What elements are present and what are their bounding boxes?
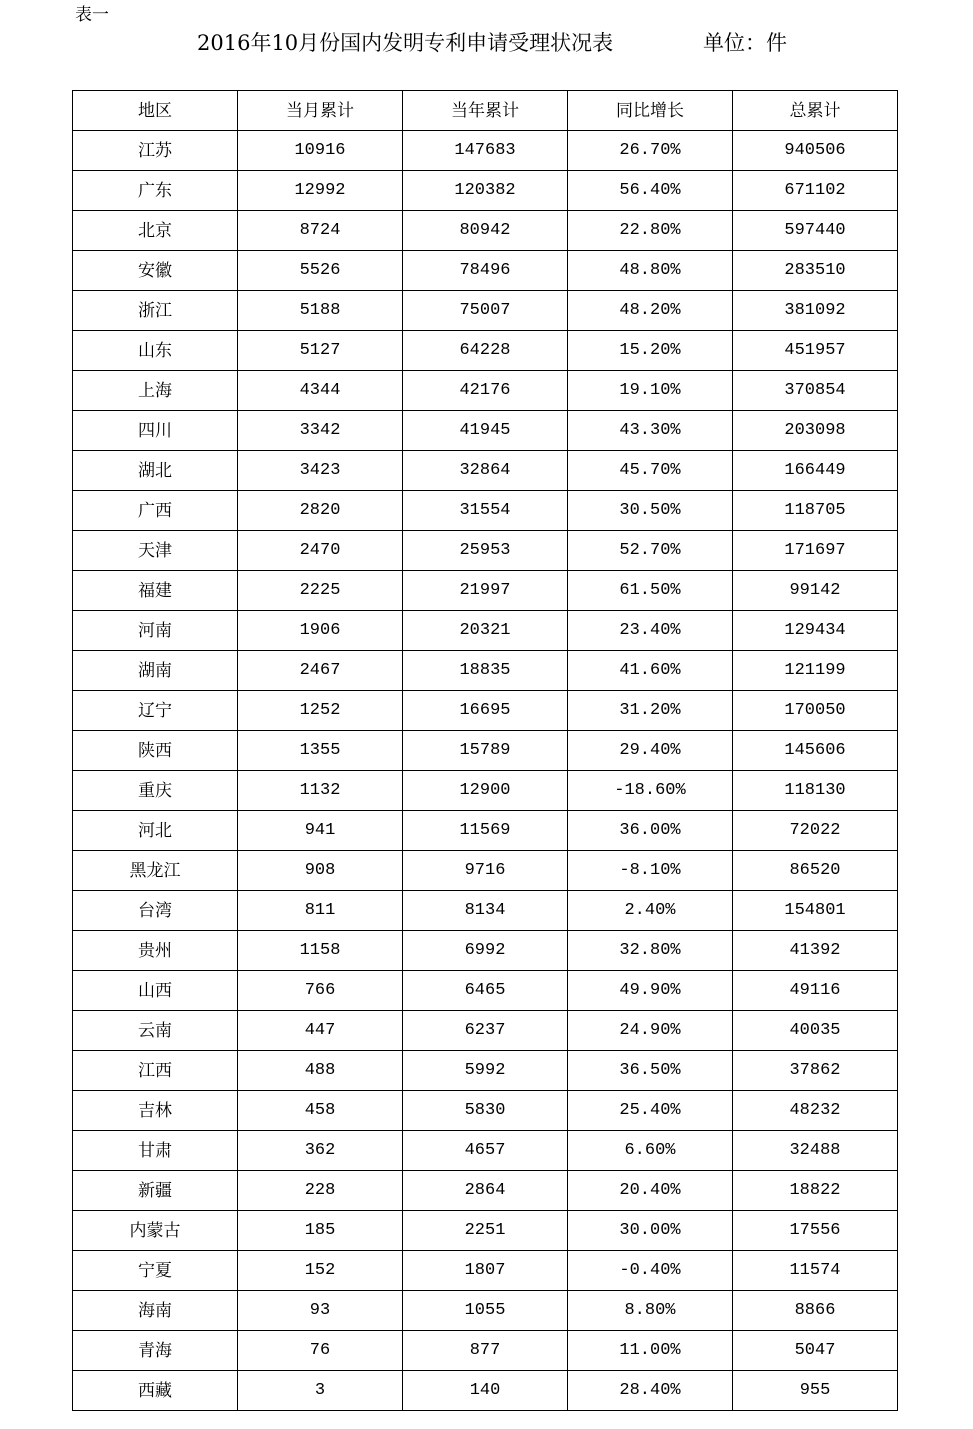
- monthly-total-cell: 362: [238, 1131, 403, 1171]
- monthly-total-cell: 458: [238, 1091, 403, 1131]
- cumulative-total-cell: 41392: [733, 931, 898, 971]
- yoy-growth-cell: 29.40%: [568, 731, 733, 771]
- table-row: [73, 451, 898, 491]
- yoy-growth-cell: 22.80%: [568, 211, 733, 251]
- cumulative-total-cell: 170050: [733, 691, 898, 731]
- cumulative-total-cell: 940506: [733, 131, 898, 171]
- monthly-total-cell: 941: [238, 811, 403, 851]
- yoy-growth-cell: 15.20%: [568, 331, 733, 371]
- region-cell: 黑龙江: [73, 851, 238, 891]
- cumulative-total-cell: 597440: [733, 211, 898, 251]
- region-cell: 湖北: [73, 451, 238, 491]
- region-cell: 浙江: [73, 291, 238, 331]
- table-row: [73, 851, 898, 891]
- monthly-total-cell: 488: [238, 1051, 403, 1091]
- yearly-total-cell: 12900: [403, 771, 568, 811]
- header-yearly-total: 当年累计: [403, 91, 568, 131]
- yearly-total-cell: 42176: [403, 371, 568, 411]
- yearly-total-cell: 15789: [403, 731, 568, 771]
- cumulative-total-cell: 121199: [733, 651, 898, 691]
- monthly-total-cell: 1158: [238, 931, 403, 971]
- table-row: [73, 291, 898, 331]
- table-row: [73, 331, 898, 371]
- yearly-total-cell: 20321: [403, 611, 568, 651]
- yearly-total-cell: 18835: [403, 651, 568, 691]
- table-row: [73, 211, 898, 251]
- yoy-growth-cell: 30.50%: [568, 491, 733, 531]
- yearly-total-cell: 6992: [403, 931, 568, 971]
- patent-applications-table: [72, 90, 898, 1411]
- yoy-growth-cell: 20.40%: [568, 1171, 733, 1211]
- region-cell: 上海: [73, 371, 238, 411]
- table-row: [73, 491, 898, 531]
- region-cell: 安徽: [73, 251, 238, 291]
- yearly-total-cell: 2864: [403, 1171, 568, 1211]
- region-cell: 陕西: [73, 731, 238, 771]
- region-cell: 重庆: [73, 771, 238, 811]
- table-row: [73, 691, 898, 731]
- monthly-total-cell: 1132: [238, 771, 403, 811]
- yearly-total-cell: 4657: [403, 1131, 568, 1171]
- monthly-total-cell: 76: [238, 1331, 403, 1371]
- region-cell: 四川: [73, 411, 238, 451]
- region-cell: 山西: [73, 971, 238, 1011]
- monthly-total-cell: 228: [238, 1171, 403, 1211]
- yearly-total-cell: 1055: [403, 1291, 568, 1331]
- monthly-total-cell: 10916: [238, 131, 403, 171]
- monthly-total-cell: 3342: [238, 411, 403, 451]
- yoy-growth-cell: 26.70%: [568, 131, 733, 171]
- table-row: [73, 571, 898, 611]
- region-cell: 台湾: [73, 891, 238, 931]
- yoy-growth-cell: 36.00%: [568, 811, 733, 851]
- yearly-total-cell: 120382: [403, 171, 568, 211]
- region-cell: 广东: [73, 171, 238, 211]
- region-cell: 青海: [73, 1331, 238, 1371]
- monthly-total-cell: 2225: [238, 571, 403, 611]
- yearly-total-cell: 140: [403, 1371, 568, 1411]
- region-cell: 辽宁: [73, 691, 238, 731]
- table-header: [73, 91, 898, 131]
- yoy-growth-cell: -18.60%: [568, 771, 733, 811]
- yoy-growth-cell: 49.90%: [568, 971, 733, 1011]
- cumulative-total-cell: 451957: [733, 331, 898, 371]
- monthly-total-cell: 1906: [238, 611, 403, 651]
- monthly-total-cell: 2470: [238, 531, 403, 571]
- yoy-growth-cell: 25.40%: [568, 1091, 733, 1131]
- yearly-total-cell: 5992: [403, 1051, 568, 1091]
- yoy-growth-cell: 48.20%: [568, 291, 733, 331]
- yoy-growth-cell: 11.00%: [568, 1331, 733, 1371]
- yoy-growth-cell: 36.50%: [568, 1051, 733, 1091]
- monthly-total-cell: 2467: [238, 651, 403, 691]
- monthly-total-cell: 8724: [238, 211, 403, 251]
- page-title: 2016年10月份国内发明专利申请受理状况表: [197, 31, 614, 55]
- monthly-total-cell: 3: [238, 1371, 403, 1411]
- yearly-total-cell: 75007: [403, 291, 568, 331]
- yoy-growth-cell: 30.00%: [568, 1211, 733, 1251]
- table-row: [73, 171, 898, 211]
- yearly-total-cell: 41945: [403, 411, 568, 451]
- yoy-growth-cell: -0.40%: [568, 1251, 733, 1291]
- table-row: [73, 1011, 898, 1051]
- yearly-total-cell: 2251: [403, 1211, 568, 1251]
- region-cell: 广西: [73, 491, 238, 531]
- table-row: [73, 1171, 898, 1211]
- monthly-total-cell: 908: [238, 851, 403, 891]
- yearly-total-cell: 25953: [403, 531, 568, 571]
- table-row: [73, 1211, 898, 1251]
- yearly-total-cell: 64228: [403, 331, 568, 371]
- header-cumulative-total: 总累计: [733, 91, 898, 131]
- cumulative-total-cell: 118705: [733, 491, 898, 531]
- monthly-total-cell: 3423: [238, 451, 403, 491]
- table-row: [73, 531, 898, 571]
- yearly-total-cell: 8134: [403, 891, 568, 931]
- region-cell: 江西: [73, 1051, 238, 1091]
- yearly-total-cell: 21997: [403, 571, 568, 611]
- yoy-growth-cell: 48.80%: [568, 251, 733, 291]
- table-row: [73, 251, 898, 291]
- cumulative-total-cell: 48232: [733, 1091, 898, 1131]
- yearly-total-cell: 11569: [403, 811, 568, 851]
- yoy-growth-cell: 31.20%: [568, 691, 733, 731]
- yearly-total-cell: 78496: [403, 251, 568, 291]
- cumulative-total-cell: 72022: [733, 811, 898, 851]
- yearly-total-cell: 6465: [403, 971, 568, 1011]
- table-row: [73, 1091, 898, 1131]
- header-yoy-growth: 同比增长: [568, 91, 733, 131]
- cumulative-total-cell: 86520: [733, 851, 898, 891]
- yoy-growth-cell: 28.40%: [568, 1371, 733, 1411]
- region-cell: 海南: [73, 1291, 238, 1331]
- region-cell: 西藏: [73, 1371, 238, 1411]
- table-row: [73, 811, 898, 851]
- cumulative-total-cell: 118130: [733, 771, 898, 811]
- monthly-total-cell: 766: [238, 971, 403, 1011]
- cumulative-total-cell: 129434: [733, 611, 898, 651]
- yoy-growth-cell: 52.70%: [568, 531, 733, 571]
- cumulative-total-cell: 370854: [733, 371, 898, 411]
- header-row: [73, 91, 898, 131]
- table-row: [73, 931, 898, 971]
- region-cell: 湖南: [73, 651, 238, 691]
- monthly-total-cell: 93: [238, 1291, 403, 1331]
- cumulative-total-cell: 18822: [733, 1171, 898, 1211]
- cumulative-total-cell: 145606: [733, 731, 898, 771]
- cumulative-total-cell: 8866: [733, 1291, 898, 1331]
- yoy-growth-cell: 32.80%: [568, 931, 733, 971]
- yearly-total-cell: 16695: [403, 691, 568, 731]
- cumulative-total-cell: 32488: [733, 1131, 898, 1171]
- header-region: 地区: [73, 91, 238, 131]
- table-row: [73, 1131, 898, 1171]
- table-row: [73, 651, 898, 691]
- yoy-growth-cell: 2.40%: [568, 891, 733, 931]
- yoy-growth-cell: 45.70%: [568, 451, 733, 491]
- cumulative-total-cell: 203098: [733, 411, 898, 451]
- table-row: [73, 411, 898, 451]
- yoy-growth-cell: -8.10%: [568, 851, 733, 891]
- table-row: [73, 611, 898, 651]
- yearly-total-cell: 6237: [403, 1011, 568, 1051]
- yearly-total-cell: 80942: [403, 211, 568, 251]
- monthly-total-cell: 185: [238, 1211, 403, 1251]
- cumulative-total-cell: 11574: [733, 1251, 898, 1291]
- yearly-total-cell: 147683: [403, 131, 568, 171]
- table-row: [73, 1051, 898, 1091]
- table-row: [73, 1251, 898, 1291]
- region-cell: 宁夏: [73, 1251, 238, 1291]
- yoy-growth-cell: 43.30%: [568, 411, 733, 451]
- region-cell: 北京: [73, 211, 238, 251]
- table-row: [73, 371, 898, 411]
- cumulative-total-cell: 381092: [733, 291, 898, 331]
- table-row: [73, 1371, 898, 1411]
- monthly-total-cell: 5526: [238, 251, 403, 291]
- monthly-total-cell: 2820: [238, 491, 403, 531]
- yoy-growth-cell: 19.10%: [568, 371, 733, 411]
- table-row: [73, 131, 898, 171]
- monthly-total-cell: 1252: [238, 691, 403, 731]
- region-cell: 甘肃: [73, 1131, 238, 1171]
- table-row: [73, 731, 898, 771]
- yearly-total-cell: 32864: [403, 451, 568, 491]
- region-cell: 天津: [73, 531, 238, 571]
- yearly-total-cell: 31554: [403, 491, 568, 531]
- yoy-growth-cell: 24.90%: [568, 1011, 733, 1051]
- cumulative-total-cell: 166449: [733, 451, 898, 491]
- yoy-growth-cell: 23.40%: [568, 611, 733, 651]
- table-row: [73, 771, 898, 811]
- cumulative-total-cell: 171697: [733, 531, 898, 571]
- region-cell: 河北: [73, 811, 238, 851]
- cumulative-total-cell: 17556: [733, 1211, 898, 1251]
- monthly-total-cell: 447: [238, 1011, 403, 1051]
- region-cell: 内蒙古: [73, 1211, 238, 1251]
- region-cell: 山东: [73, 331, 238, 371]
- yoy-growth-cell: 8.80%: [568, 1291, 733, 1331]
- yoy-growth-cell: 61.50%: [568, 571, 733, 611]
- region-cell: 新疆: [73, 1171, 238, 1211]
- monthly-total-cell: 4344: [238, 371, 403, 411]
- yoy-growth-cell: 56.40%: [568, 171, 733, 211]
- cumulative-total-cell: 40035: [733, 1011, 898, 1051]
- monthly-total-cell: 1355: [238, 731, 403, 771]
- table-row: [73, 891, 898, 931]
- header-monthly-total: 当月累计: [238, 91, 403, 131]
- region-cell: 福建: [73, 571, 238, 611]
- table-row: [73, 971, 898, 1011]
- cumulative-total-cell: 283510: [733, 251, 898, 291]
- monthly-total-cell: 5127: [238, 331, 403, 371]
- table-number-label: 表一: [75, 5, 109, 25]
- table-body: [73, 131, 898, 1411]
- yoy-growth-cell: 41.60%: [568, 651, 733, 691]
- region-cell: 云南: [73, 1011, 238, 1051]
- monthly-total-cell: 811: [238, 891, 403, 931]
- cumulative-total-cell: 49116: [733, 971, 898, 1011]
- yearly-total-cell: 1807: [403, 1251, 568, 1291]
- yoy-growth-cell: 6.60%: [568, 1131, 733, 1171]
- region-cell: 河南: [73, 611, 238, 651]
- cumulative-total-cell: 99142: [733, 571, 898, 611]
- cumulative-total-cell: 671102: [733, 171, 898, 211]
- cumulative-total-cell: 154801: [733, 891, 898, 931]
- yearly-total-cell: 5830: [403, 1091, 568, 1131]
- cumulative-total-cell: 5047: [733, 1331, 898, 1371]
- unit-label: 单位：件: [703, 31, 787, 55]
- monthly-total-cell: 152: [238, 1251, 403, 1291]
- cumulative-total-cell: 37862: [733, 1051, 898, 1091]
- region-cell: 贵州: [73, 931, 238, 971]
- monthly-total-cell: 5188: [238, 291, 403, 331]
- yearly-total-cell: 9716: [403, 851, 568, 891]
- table-row: [73, 1291, 898, 1331]
- monthly-total-cell: 12992: [238, 171, 403, 211]
- cumulative-total-cell: 955: [733, 1371, 898, 1411]
- region-cell: 江苏: [73, 131, 238, 171]
- table-row: [73, 1331, 898, 1371]
- region-cell: 吉林: [73, 1091, 238, 1131]
- yearly-total-cell: 877: [403, 1331, 568, 1371]
